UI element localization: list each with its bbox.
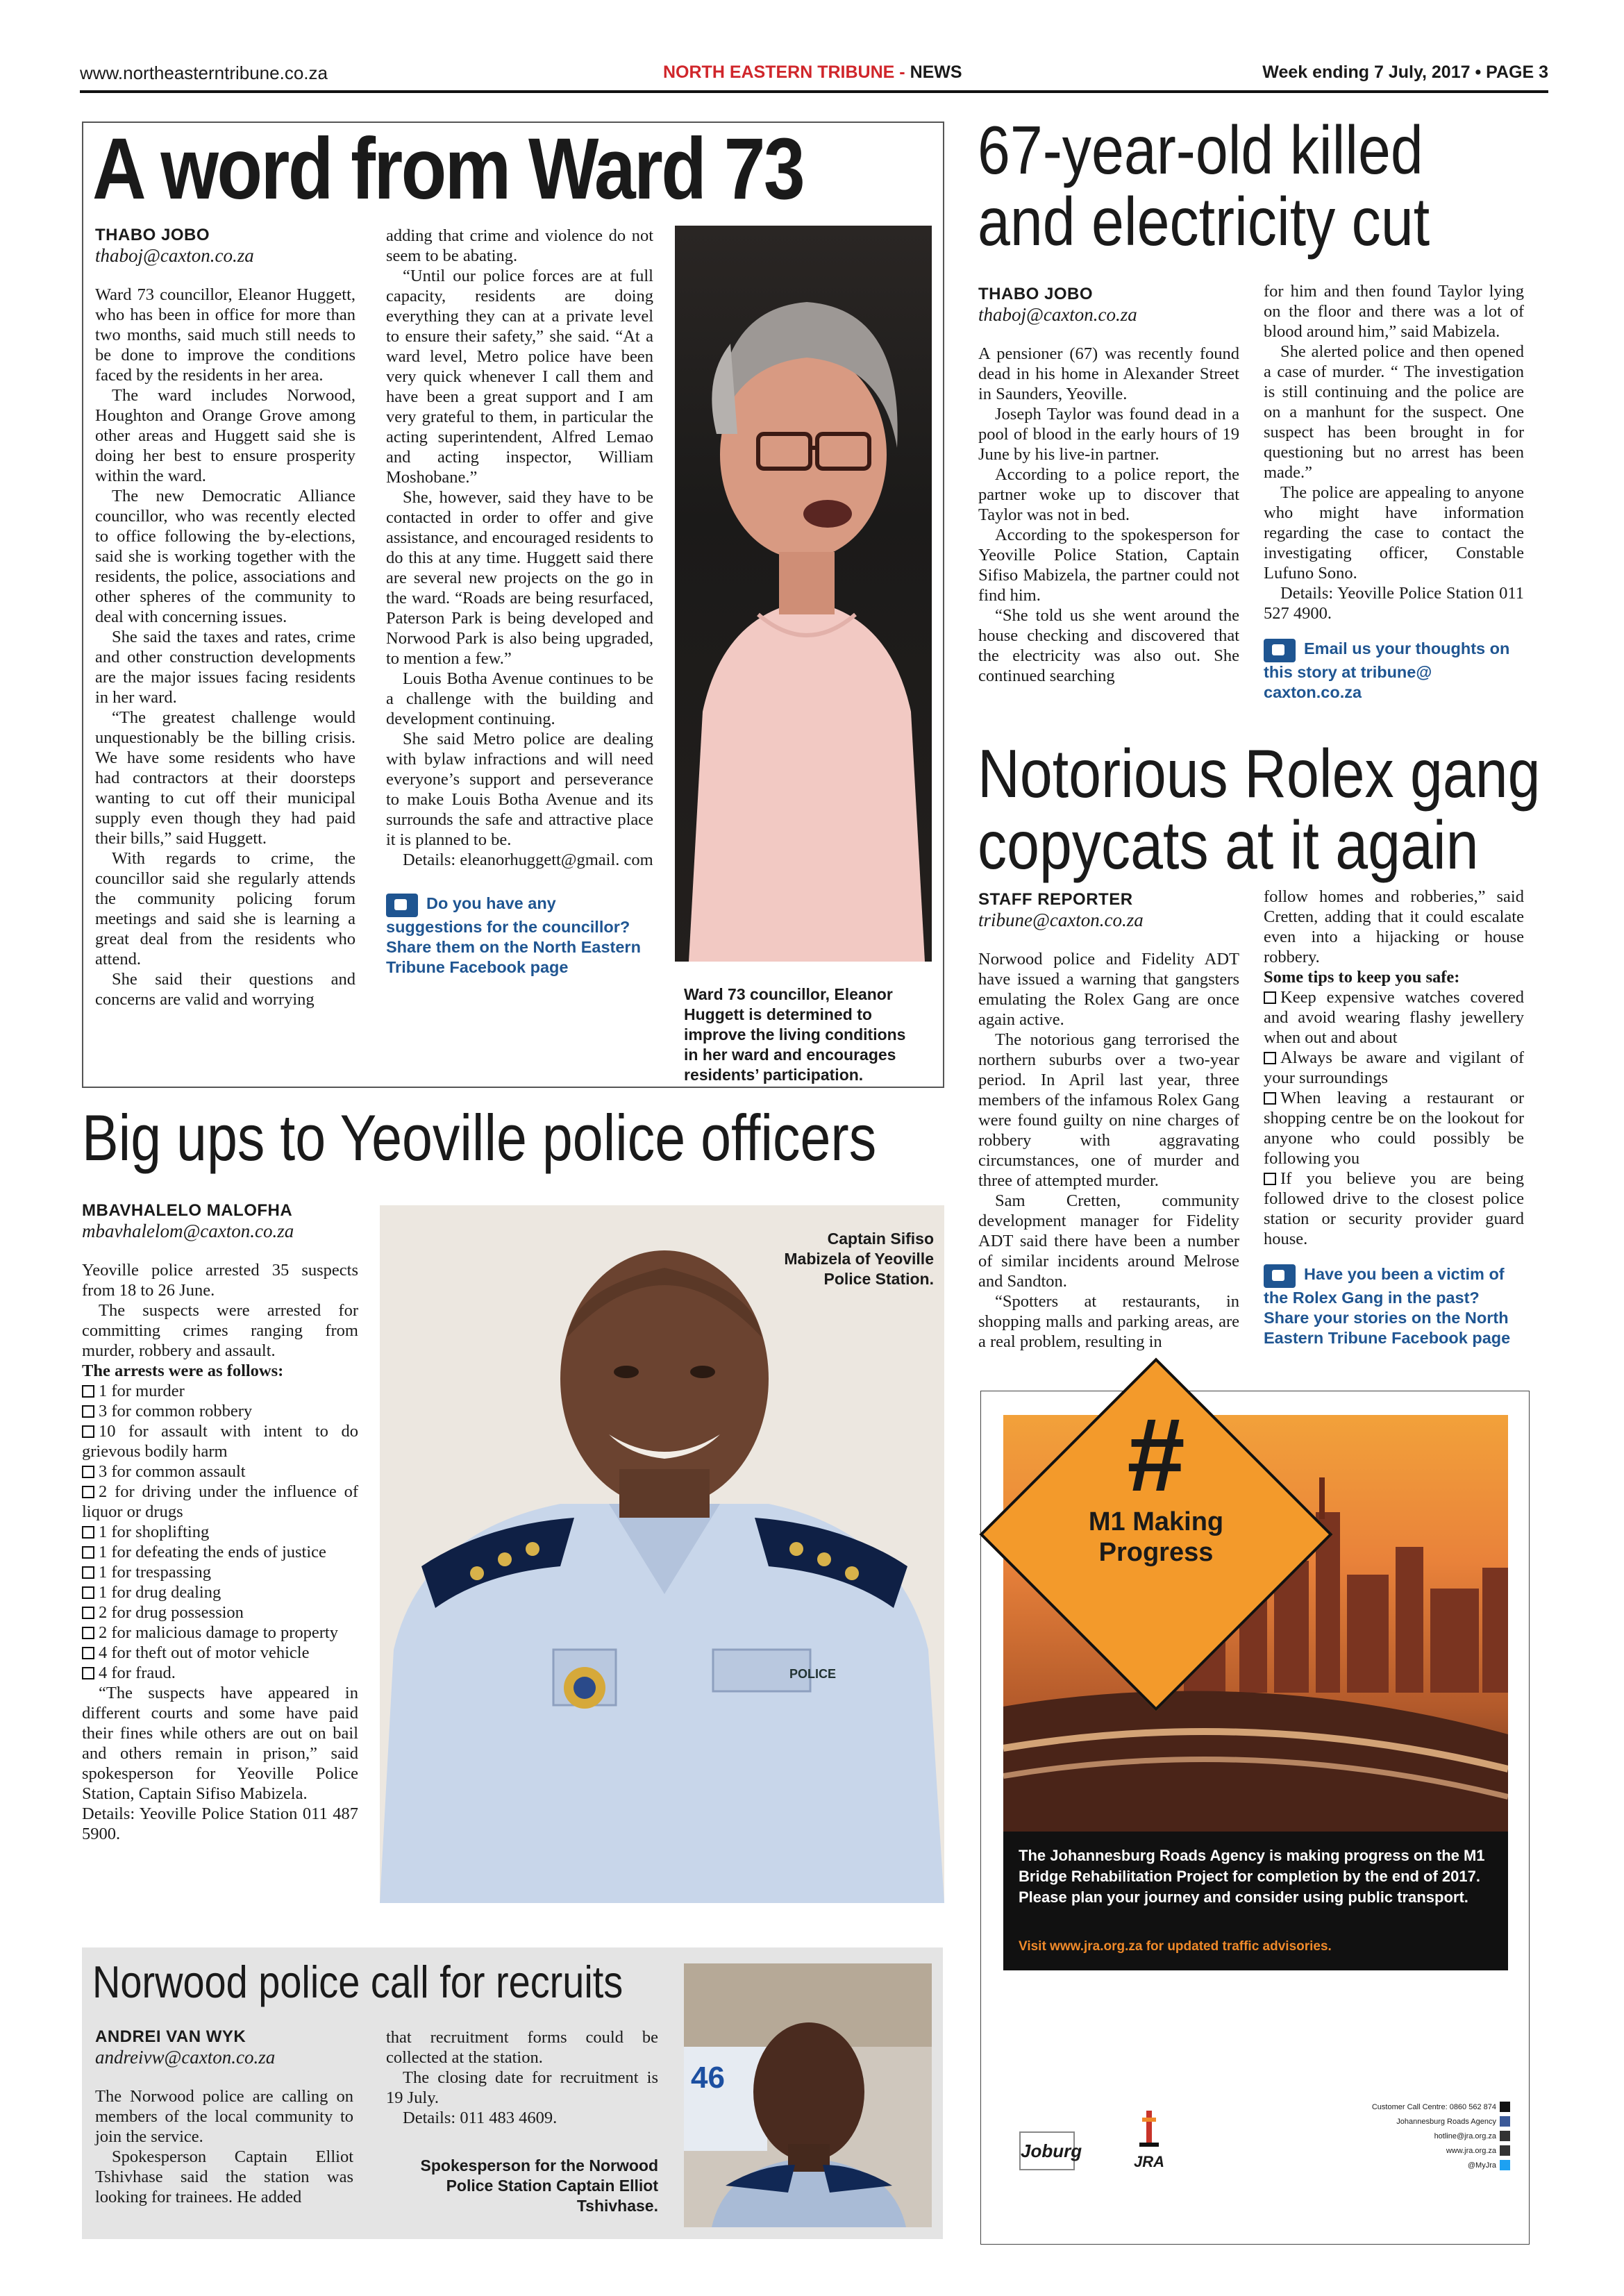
- tshivhase-photo: [684, 1963, 932, 2227]
- site-url[interactable]: www.northeasterntribune.co.za: [80, 62, 328, 83]
- checklist-item: [1264, 1048, 1524, 1088]
- yeoville-col: [82, 1201, 358, 1844]
- jra-logo: [1118, 2111, 1180, 2173]
- ward-body-col1: [95, 285, 355, 1009]
- ward-headline: A word from Ward 73: [92, 121, 804, 217]
- rolex-headline-line2: copycats at it again: [978, 807, 1479, 883]
- arrests-title: The arrests were as follows:: [82, 1361, 284, 1380]
- checklist-text: 1 for defeating the ends of justice: [99, 1543, 326, 1561]
- byline-email[interactable]: mbavhalelom@caxton.co.za: [82, 1221, 294, 1241]
- yeoville-headline: Big ups to Yeoville police officers: [82, 1101, 877, 1174]
- byline: ANDREI VAN WYK: [95, 2027, 246, 2046]
- contact-line[interactable]: hotline@jra.org.za: [1434, 2132, 1496, 2140]
- paragraph: She, however, said they have to be contacted in order to offer and give assistance, and encouraged residents to do this at any time. Huggett said there are several new projects on the go in the ward. “Roads are being resurfaced, Paterson Park is being developed and Norwood Park is also being upgraded, to mention a few.”: [386, 488, 653, 668]
- checklist-item: [82, 1582, 358, 1602]
- sign-line2: Progress: [1098, 1538, 1214, 1567]
- paragraph: She said their questions and concerns are valid and worrying: [95, 970, 355, 1009]
- paragraph: Joseph Taylor was found dead in a pool of blood in the early hours of 19 June by his live-in partner.: [978, 405, 1239, 464]
- checklist-text: 10 for assault with intent to do grievous bodily harm: [82, 1422, 358, 1461]
- contact-line[interactable]: www.jra.org.za: [1446, 2147, 1496, 2155]
- paragraph: Details: eleanorhuggett@gmail. com: [403, 850, 653, 869]
- checklist-text: 1 for shoplifting: [99, 1523, 210, 1541]
- rolex-tips-list: [1264, 987, 1524, 1249]
- byline: THABO JOBO: [95, 226, 210, 244]
- ad-text-panel: [1003, 1832, 1508, 1970]
- killed-col1: [978, 285, 1239, 686]
- ad-contacts: [1340, 2100, 1496, 2173]
- date-page: Week ending 7 July, 2017 • PAGE 3: [1262, 62, 1548, 82]
- rolex-headline: [978, 735, 1541, 883]
- ad-body: The Johannesburg Roads Agency is making progress on the M1 Bridge Rehabilitation Project for completion by the end of 2017. Please plan your journey and consider using public transport.: [1019, 1847, 1485, 1906]
- checklist-item: [82, 1401, 358, 1421]
- killed-body-col1: [978, 344, 1239, 686]
- killed-cta-text: Email us your thoughts on this story at tribune@ caxton.co.za: [1264, 639, 1510, 701]
- checkbox-icon: [82, 1405, 94, 1418]
- checkbox-icon: [82, 1486, 94, 1498]
- paragraph: Details: 011 483 4609.: [403, 2109, 558, 2127]
- byline-email[interactable]: thaboj@caxton.co.za: [95, 245, 254, 266]
- checkbox-icon: [1264, 1052, 1276, 1064]
- checklist-text: 1 for murder: [99, 1382, 185, 1400]
- yeoville-body: [82, 1260, 358, 1844]
- paragraph: adding that crime and violence do not seem to be abating.: [386, 226, 653, 265]
- checkbox-icon: [1264, 1173, 1276, 1185]
- arrests-list: [82, 1381, 358, 1683]
- paragraph: Spokesperson Captain Elliot Tshivhase said the station was looking for trainees. He added: [95, 2147, 353, 2206]
- rolex-intro: follow homes and robberies,” said Cretten, adding that it could escalate even into a hijacking or house robbery.: [1264, 887, 1524, 966]
- killed-body-col2: [1264, 281, 1524, 623]
- facebook-like-icon: [1264, 639, 1296, 662]
- mabizela-portrait: [380, 1205, 944, 1903]
- checkbox-icon: [82, 1627, 94, 1639]
- paragraph: She alerted police and then opened a case of murder. “ The investigation is still continuing and the police are on a manhunt for the suspect. One suspect has been brought in for questioning but no arrest has been made.”: [1264, 342, 1524, 482]
- van-number: 46: [691, 2061, 725, 2095]
- checklist-text: 3 for common assault: [99, 1462, 246, 1481]
- checkbox-icon: [82, 1526, 94, 1539]
- checklist-item: [82, 1421, 358, 1461]
- ward-cta-text: Do you have any suggestions for the councillor? Share them on the North Eastern Tribune Facebook page: [386, 894, 641, 976]
- byline: THABO JOBO: [978, 285, 1094, 303]
- paper-name: NORTH EASTERN TRIBUNE: [663, 62, 895, 82]
- web-icon: [1500, 2145, 1510, 2156]
- jra-tower-icon: [1135, 2111, 1163, 2150]
- paragraph: The notorious gang terrorised the northern suburbs over a two-year period. In April last year, three members of the infamous Rolex Gang were found guilty on nine charges of robbery with aggravating circumstances, one of murder and three of attempted murder.: [978, 1030, 1239, 1190]
- checklist-text: 1 for trespassing: [99, 1563, 211, 1582]
- checklist-text: 2 for drug possession: [99, 1603, 244, 1622]
- byline: MBAVHALELO MALOFHA: [82, 1201, 293, 1220]
- checklist-item: [82, 1522, 358, 1542]
- checkbox-icon: [1264, 991, 1276, 1004]
- paragraph: that recruitment forms could be collected at the station.: [386, 2028, 658, 2067]
- rolex-col1: [978, 890, 1239, 1352]
- rolex-body-col2: [1264, 887, 1524, 1249]
- paragraph: “The greatest challenge would unquestionably be the billing crisis. We have some residents who have had contractors at their doorsteps wanting to cut off their municipal supply even though they had paid their bills,” said Huggett.: [95, 708, 355, 848]
- checklist-item: [82, 1623, 358, 1643]
- checklist-item: [82, 1602, 358, 1623]
- byline-email[interactable]: tribune@caxton.co.za: [978, 910, 1144, 930]
- facebook-icon: [1500, 2116, 1510, 2127]
- norwood-body-col2: [386, 2027, 658, 2128]
- facebook-like-icon: [386, 894, 418, 917]
- rolex-headline-line1: Notorious Rolex gang: [978, 735, 1541, 812]
- paragraph: Sam Cretten, community development manager for Fidelity ADT said there have been a number of similar incidents around Melrose and Sandton.: [978, 1191, 1239, 1291]
- huggett-photo: [675, 226, 932, 962]
- ward-caption: Ward 73 councillor, Eleanor Huggett is determined to improve the living conditions in her ward and encourages residents’ participation.: [684, 985, 906, 1084]
- sign-line1: M1 Making: [1088, 1507, 1224, 1536]
- checkbox-icon: [1264, 1092, 1276, 1105]
- paragraph: A pensioner (67) was recently found dead in his home in Alexander Street in Saunders, Yeoville.: [978, 344, 1239, 403]
- checklist-text: 1 for drug dealing: [99, 1583, 221, 1602]
- paragraph: The police are appealing to anyone who might have information regarding the case to contact the investigating officer, Constable Lufuno Sono.: [1264, 483, 1524, 583]
- ad-contact-icons: [1500, 2102, 1511, 2170]
- paper-section: [663, 62, 962, 83]
- mabizela-caption: Captain Sifiso Mabizela of Yeoville Police Station.: [784, 1230, 934, 1288]
- paragraph: Norwood police and Fidelity ADT have issued a warning that gangsters emulating the Rolex Gang are once again active.: [978, 950, 1239, 1029]
- road-sign-content: [1031, 1396, 1281, 1659]
- yeoville-p3: “The suspects have appeared in different courts and some have paid their fines while others are out on bail and others remain in prison,” said spokesperson for Yeoville Police Station, Captain Sifiso Mabizela.: [82, 1684, 358, 1803]
- paragraph: The ward includes Norwood, Houghton and Orange Grove among other areas and Huggett said she is doing her best to ensure prosperity within the ward.: [95, 386, 355, 485]
- checklist-item: [82, 1482, 358, 1522]
- ward-col1: [95, 226, 355, 1009]
- ward-cta[interactable]: [386, 894, 653, 978]
- byline: STAFF REPORTER: [978, 890, 1133, 909]
- checklist-text: 4 for theft out of motor vehicle: [99, 1643, 310, 1662]
- checkbox-icon: [82, 1566, 94, 1579]
- checklist-text: 4 for fraud.: [99, 1664, 176, 1682]
- killed-cta[interactable]: [1264, 639, 1524, 703]
- checklist-item: [82, 1643, 358, 1663]
- checklist-text: Always be aware and vigilant of your surroundings: [1264, 1048, 1524, 1087]
- killed-headline-line2: and electricity cut: [978, 183, 1430, 260]
- checklist-text: 2 for malicious damage to property: [99, 1623, 338, 1642]
- norwood-headline: Norwood police call for recruits: [92, 1956, 623, 2007]
- huggett-portrait: [675, 226, 932, 962]
- mabizela-photo: [380, 1205, 944, 1903]
- byline-email[interactable]: thaboj@caxton.co.za: [978, 304, 1137, 325]
- checklist-item: [1264, 1088, 1524, 1168]
- checklist-item: [82, 1663, 358, 1683]
- email-icon: [1500, 2131, 1510, 2141]
- phone-icon: [1500, 2102, 1510, 2112]
- paragraph: According to the spokesperson for Yeoville Police Station, Captain Sifiso Mabizela, the partner could not find him.: [978, 526, 1239, 605]
- checkbox-icon: [82, 1586, 94, 1599]
- checklist-text: Keep expensive watches covered and avoid wearing flashy jewellery when out and about: [1264, 988, 1524, 1047]
- paragraph: The Norwood police are calling on members of the local community to join the service.: [95, 2087, 353, 2146]
- paragraph: The new Democratic Alliance councillor, who was recently elected to office following the by-elections, said she is working together with the residents, the police, associations and other spheres of the community to deal with concerning issues.: [95, 487, 355, 626]
- killed-headline-line1: 67-year-old killed: [978, 112, 1423, 188]
- checklist-item: [1264, 987, 1524, 1048]
- byline-email[interactable]: andreivw@caxton.co.za: [95, 2047, 276, 2068]
- paragraph: “She told us she went around the house checking and discovered that the electricity was also out. She continued searching: [978, 606, 1239, 685]
- norwood-body-col1: [95, 2086, 353, 2207]
- facebook-like-icon: [1264, 1264, 1296, 1288]
- rolex-body-col1: [978, 949, 1239, 1352]
- paragraph: Louis Botha Avenue continues to be a challenge with the building and development continuing.: [386, 669, 653, 728]
- header-rule: [80, 90, 1548, 93]
- paragraph: Ward 73 councillor, Eleanor Huggett, who has been in office for more than two months, said much still needs to be done to improve the conditions faced by the residents in her area.: [95, 285, 355, 385]
- checklist-item: [1264, 1168, 1524, 1249]
- section-name: NEWS: [910, 62, 962, 82]
- paragraph: The closing date for recruitment is 19 July.: [386, 2068, 658, 2107]
- twitter-icon: [1500, 2160, 1510, 2170]
- norwood-col1: [95, 2027, 353, 2207]
- contact-line[interactable]: Johannesburg Roads Agency: [1396, 2118, 1496, 2126]
- paragraph: “Until our police forces are at full capacity, residents are doing everything they can at a private level to ensure their safety,” she said. “At a ward level, Metro police have been very quick whenever I call them and have been a great support and I am very grateful to them, in particular the acting superintendent, Alfred Lemao and acting inspector, William Moshobane.”: [386, 267, 653, 487]
- paragraph: Details: Yeoville Police Station 011 527 4900.: [1264, 584, 1524, 623]
- sep: -: [894, 62, 910, 82]
- paragraph: With regards to crime, the councillor said she regularly attends the community policing forum meetings and said she is learning a great deal from the residents who attend.: [95, 849, 355, 969]
- checklist-item: [82, 1542, 358, 1562]
- ward-col2: [386, 226, 653, 978]
- paragraph: “Spotters at restaurants, in shopping malls and parking areas, are a real problem, resulting in: [978, 1292, 1239, 1351]
- paragraph: for him and then found Taylor lying on the floor and there was a lot of blood around him,” said Mabizela.: [1264, 282, 1524, 341]
- checklist-item: [82, 1461, 358, 1482]
- rolex-cta-text: Have you been a victim of the Rolex Gang in the past? Share your stories on the North Eastern Tribune Facebook page: [1264, 1265, 1511, 1347]
- norwood-col2: [386, 2027, 658, 2216]
- ward-body-col2: [386, 226, 653, 870]
- checkbox-icon: [82, 1385, 94, 1398]
- checkbox-icon: [82, 1667, 94, 1679]
- rolex-cta[interactable]: [1264, 1264, 1524, 1348]
- checklist-text: 2 for driving under the influence of liquor or drugs: [82, 1482, 358, 1521]
- checklist-text: When leaving a restaurant or shopping centre be on the lookout for anyone who could possibly be following you: [1264, 1089, 1524, 1168]
- checkbox-icon: [82, 1647, 94, 1659]
- contact-line[interactable]: Customer Call Centre: 0860 562 874: [1371, 2103, 1496, 2111]
- checkbox-icon: [82, 1425, 94, 1438]
- tshivhase-caption: Spokesperson for the Norwood Police Station Captain Elliot Tshivhase.: [420, 2156, 658, 2215]
- ad-visit[interactable]: Visit www.jra.org.za for updated traffic advisories.: [1019, 1939, 1332, 1954]
- checklist-text: If you believe you are being followed drive to the closest police station or security provider guard house.: [1264, 1169, 1524, 1248]
- checklist-item: [82, 1381, 358, 1401]
- rolex-tips-title: Some tips to keep you safe:: [1264, 968, 1460, 987]
- killed-col2: [1264, 281, 1524, 703]
- police-shirt-badge: POLICE: [789, 1667, 837, 1681]
- paragraph: She said Metro police are dealing with bylaw infractions and will need everyone’s support and perseverance to make Louis Botha Avenue and its surrounds the safe and attractive place it is planned to be.: [386, 730, 653, 849]
- paragraph: She said the taxes and rates, crime and other construction developments are the major issues facing residents in her ward.: [95, 628, 355, 707]
- checklist-item: [82, 1562, 358, 1582]
- rolex-col2: [1264, 887, 1524, 1348]
- tshivhase-portrait: [684, 1963, 932, 2227]
- paragraph: According to a police report, the partner woke up to discover that Taylor was not in bed.: [978, 465, 1239, 524]
- checkbox-icon: [82, 1546, 94, 1559]
- checklist-text: 3 for common robbery: [99, 1402, 253, 1421]
- checkbox-icon: [82, 1607, 94, 1619]
- killed-headline: [978, 112, 1430, 260]
- yeoville-p1: Yeoville police arrested 35 suspects from 18 to 26 June.: [82, 1261, 358, 1300]
- hashtag-symbol: #: [1127, 1396, 1185, 1513]
- checkbox-icon: [82, 1466, 94, 1478]
- yeoville-p4: Details: Yeoville Police Station 011 487 5900.: [82, 1804, 358, 1843]
- jra-label: JRA: [1133, 2153, 1164, 2170]
- contact-line[interactable]: @MyJra: [1467, 2161, 1496, 2170]
- yeoville-p2: The suspects were arrested for committing crimes ranging from murder, robbery and assault.: [82, 1301, 358, 1360]
- joburg-logo: Joburg: [1019, 2131, 1075, 2170]
